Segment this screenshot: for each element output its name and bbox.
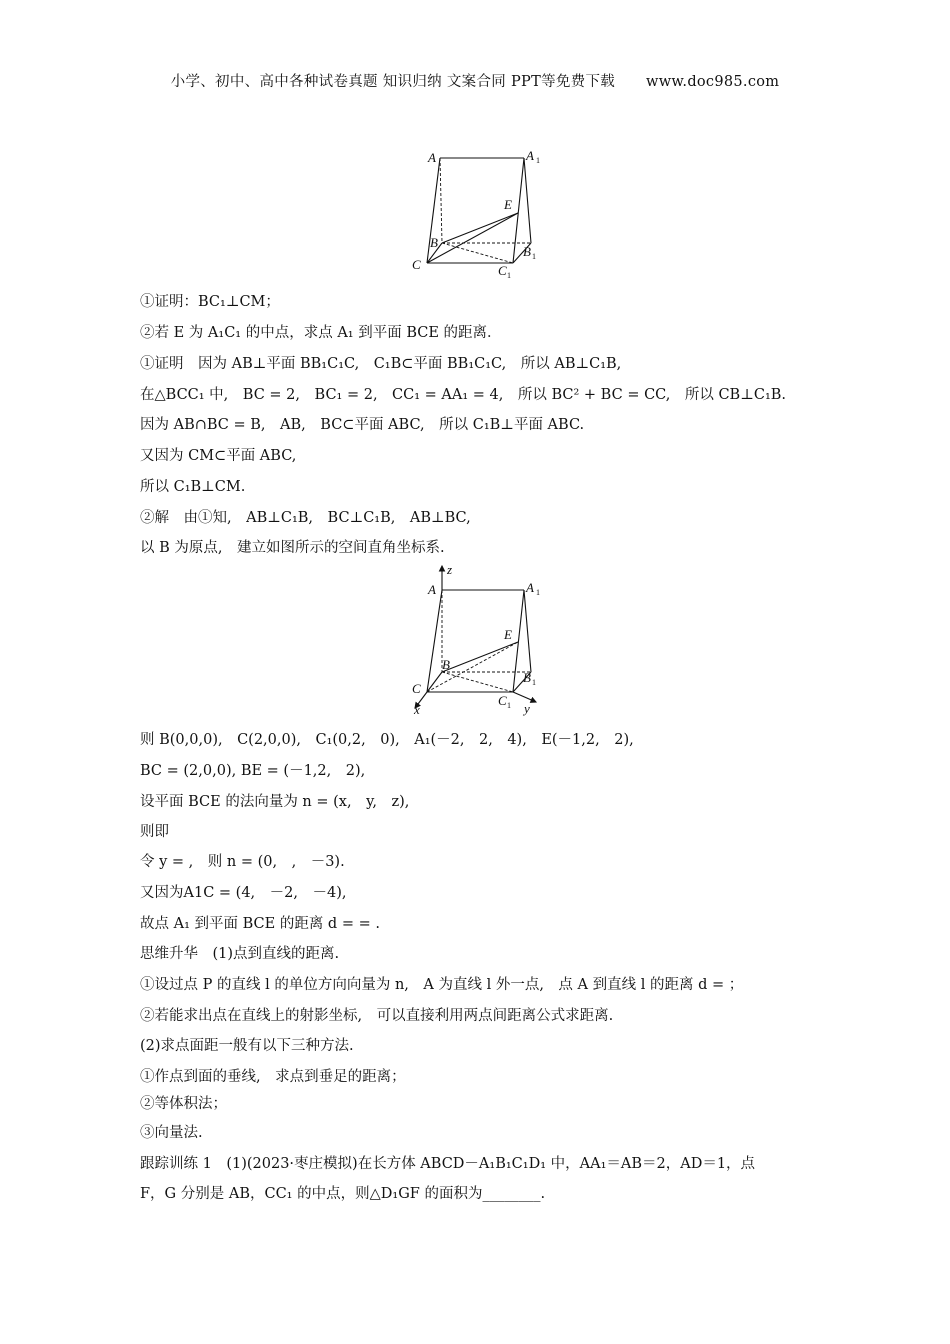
label-B1: B xyxy=(523,670,531,685)
proof-line-2: 在△BCC₁ 中, BC = 2, BC₁ = 2, CC₁ = AA₁ = 4, 所以 BC² + BC = CC, 所以 CB⊥C₁B. xyxy=(140,387,787,403)
prism-figure-2 xyxy=(400,562,560,718)
prism-figure-1 xyxy=(400,148,560,292)
summary-line-1: 思维升华 (1)点到直线的距离. xyxy=(140,946,340,962)
let-y-line: 令 y = , 则 n = (0, , －3). xyxy=(140,854,345,870)
question-line-1: ①证明：BC₁⊥CM； xyxy=(140,294,280,310)
header-text: 小学、初中、高中各种试卷真题 知识归纳 文案合同 PPT等免费下载 xyxy=(170,74,616,90)
page-header xyxy=(0,70,950,91)
label-x: x xyxy=(414,702,420,717)
coords-line: 则 B(0,0,0), C(2,0,0), C₁(0,2, 0), A₁(－2, 2, 4), E(－1,2, 2), xyxy=(140,732,634,748)
label-A1: A xyxy=(526,580,534,595)
label-B: B xyxy=(442,657,450,672)
label-A1: A xyxy=(526,148,534,163)
proof-line-5: 所以 C₁B⊥CM. xyxy=(140,479,246,495)
vectors-line: BC = (2,0,0), BE = (－1,2, 2), xyxy=(140,763,366,779)
method-3: ③向量法. xyxy=(140,1125,203,1141)
distance-line: 故点 A₁ 到平面 BCE 的距离 d = = . xyxy=(140,916,380,932)
label-C1-sub: 1 xyxy=(507,701,511,710)
exercise-line-2: F，G 分别是 AB，CC₁ 的中点，则△D₁GF 的面积为________. xyxy=(140,1186,546,1202)
label-y: y xyxy=(524,701,530,716)
header-url: www.doc985.com xyxy=(646,74,780,90)
label-z: z xyxy=(447,562,453,577)
label-C1: C xyxy=(498,693,507,708)
exercise-line-1: 跟踪训练 1 (1)(2023·枣庄模拟)在长方体 ABCD－A₁B₁C₁D₁ 中，AA₁＝AB＝2，AD＝1，点 xyxy=(140,1156,756,1172)
label-B1-sub: 1 xyxy=(532,678,536,687)
label-A1-sub: 1 xyxy=(536,588,540,597)
system-line: 则即 xyxy=(140,824,169,840)
label-C: C xyxy=(412,257,421,272)
solution-line-2: 以 B 为原点, 建立如图所示的空间直角坐标系. xyxy=(140,540,445,556)
proof-line-1: ①证明 因为 AB⊥平面 BB₁C₁C, C₁B⊂平面 BB₁C₁C, 所以 AB⊥C₁B, xyxy=(140,356,622,372)
label-C1: C xyxy=(498,263,507,278)
vector-a1c-line: 又因为A1C = (4, －2, －4), xyxy=(140,885,347,901)
method-2: ②等体积法； xyxy=(140,1096,227,1112)
label-A1-sub: 1 xyxy=(536,156,540,165)
label-A: A xyxy=(428,150,436,165)
normal-line: 设平面 BCE 的法向量为 n = (x, y, z), xyxy=(140,794,410,810)
prism-diagram-2 xyxy=(400,562,560,717)
label-B: B xyxy=(430,235,438,250)
proof-line-4: 又因为 CM⊂平面 ABC, xyxy=(140,448,297,464)
prism-diagram-1 xyxy=(400,148,560,288)
solution-line-1: ②解 由①知, AB⊥C₁B, BC⊥C₁B, AB⊥BC, xyxy=(140,510,471,526)
label-C1-sub: 1 xyxy=(507,271,511,280)
label-B1: B xyxy=(523,244,531,259)
label-A: A xyxy=(428,582,436,597)
label-E: E xyxy=(504,627,512,642)
summary-line-4: (2)求点面距一般有以下三种方法. xyxy=(140,1038,354,1054)
label-C: C xyxy=(412,681,421,696)
method-1: ①作点到面的垂线, 求点到垂足的距离； xyxy=(140,1069,406,1085)
proof-line-3: 因为 AB∩BC = B, AB, BC⊂平面 ABC, 所以 C₁B⊥平面 ABC. xyxy=(140,417,585,433)
summary-line-3: ②若能求出点在直线上的射影坐标, 可以直接利用两点间距离公式求距离. xyxy=(140,1008,614,1024)
label-B1-sub: 1 xyxy=(532,252,536,261)
summary-line-2: ①设过点 P 的直线 l 的单位方向向量为 n, A 为直线 l 外一点, 点 A 到直线 l 的距离 d = ； xyxy=(140,977,744,993)
label-E: E xyxy=(504,197,512,212)
question-line-2: ②若 E 为 A₁C₁ 的中点，求点 A₁ 到平面 BCE 的距离． xyxy=(140,325,502,341)
